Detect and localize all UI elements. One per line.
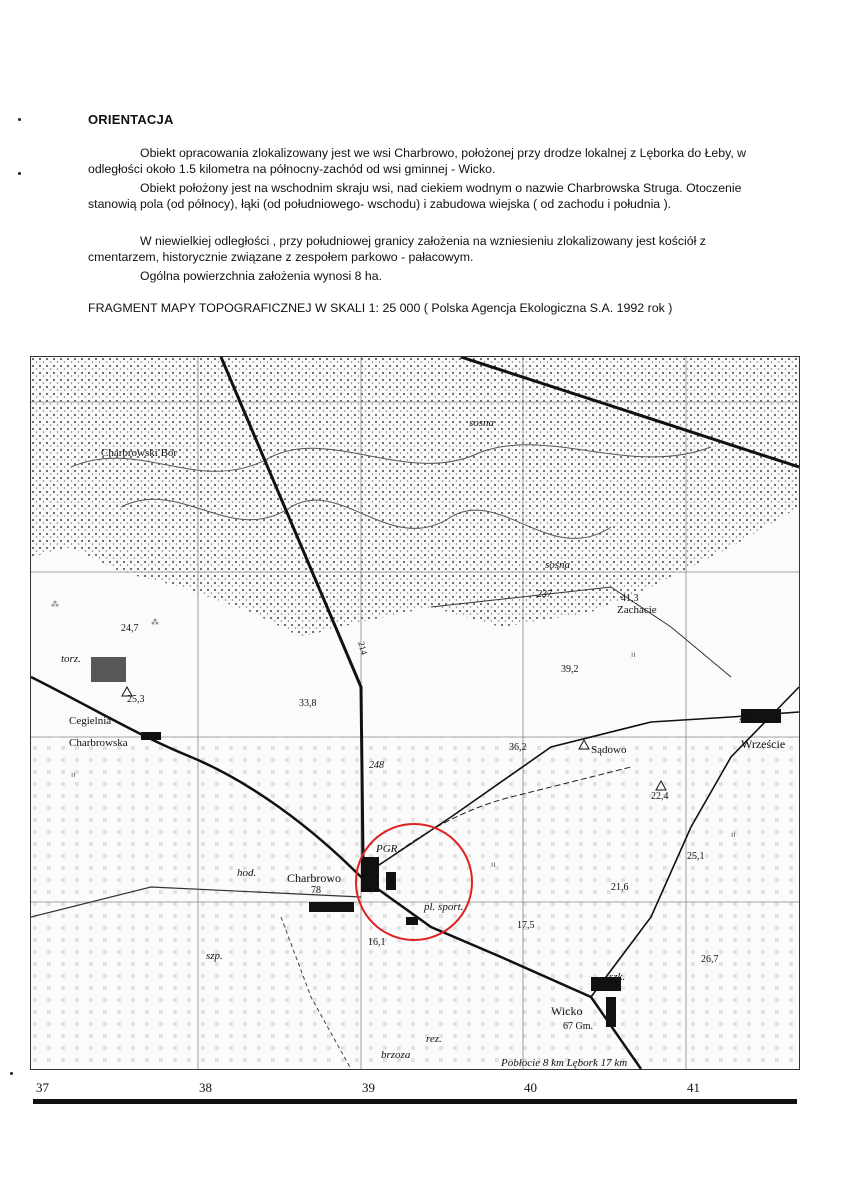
paragraph-area: Ogólna powierzchnia założenia wynosi 8 ha. <box>140 269 382 283</box>
scan-artifact <box>18 118 21 121</box>
elevation-label: 17,5 <box>517 920 535 931</box>
elevation-label: 25,1 <box>687 851 705 862</box>
elevation-label: 67 Gm. <box>563 1021 593 1032</box>
svg-text:⁂: ⁂ <box>51 600 59 609</box>
svg-text:ıı: ıı <box>71 770 76 779</box>
svg-text:ıı: ıı <box>491 860 496 869</box>
elevation-label: 33,8 <box>299 698 317 709</box>
elevation-label: 39,2 <box>561 664 579 675</box>
map-label-charbrowski-bor: Charbrowski Bór <box>101 447 178 459</box>
bottom-rule <box>33 1099 797 1104</box>
map-label-pl-sport: pl. sport. <box>424 901 464 913</box>
grid-tick-39: 39 <box>362 1080 375 1095</box>
scan-artifact <box>10 1072 13 1075</box>
map-label-cegielnia: Cegielnia <box>69 715 112 727</box>
elevation-label: 26,7 <box>701 954 719 965</box>
paragraph-surroundings: Obiekt położony jest na wschodnim skraju wsi, nad ciekiem wodnym o nazwie Charbrowska Struga. Otoczenie stanowią pola (od północy), łąki (od południowego- wschodu) i zabudowa wiejska ( od zachodu i południa ). <box>88 181 742 211</box>
elevation-label: 21,6 <box>611 882 629 893</box>
map-label-charbrowo: Charbrowo <box>287 871 341 885</box>
grid-tick-40: 40 <box>524 1080 537 1095</box>
elevation-label: 41,3 <box>621 593 639 604</box>
map-label-rez: rez. <box>426 1033 442 1045</box>
map-drawing <box>31 357 799 1069</box>
topographic-map <box>30 356 800 1070</box>
map-label-zachacie: Zachacie <box>617 604 657 616</box>
distance-note: Pobłocie 8 km Lębork 17 km <box>501 1057 628 1069</box>
map-caption: FRAGMENT MAPY TOPOGRAFICZNEJ W SKALI 1: 25 000 ( Polska Agencja Ekologiczna S.A. 1992 rok ) <box>88 301 673 315</box>
elevation-label: 24,7 <box>121 623 139 634</box>
elevation-label: 16,1 <box>368 937 386 948</box>
map-label-szp: szp. <box>206 950 223 962</box>
svg-text:ıı: ıı <box>631 650 636 659</box>
elevation-label: 237 <box>537 589 552 600</box>
grid-tick-37: 37 <box>36 1080 49 1095</box>
elevation-label: 78 <box>311 885 321 896</box>
elevation-label: 22,4 <box>651 791 669 802</box>
map-label-sadowo: Sądowo <box>591 744 627 756</box>
svg-text:ıı: ıı <box>731 830 736 839</box>
elevation-label: 25,3 <box>127 694 145 705</box>
map-label-charbrowska: Charbrowska <box>69 737 128 749</box>
scan-artifact <box>18 172 21 175</box>
elevation-label: 248 <box>369 760 384 771</box>
map-label-torz: torz. <box>61 653 81 665</box>
elevation-label: 36,2 <box>509 742 527 753</box>
map-label-szk-2: szk. <box>609 971 626 983</box>
grid-tick-41: 41 <box>687 1080 700 1095</box>
map-label-hod: hod. <box>237 867 257 879</box>
section-heading: ORIENTACJA <box>88 112 174 127</box>
grid-tick-38: 38 <box>199 1080 212 1095</box>
paragraph-church: W niewielkiej odległości , przy południowej granicy założenia na wzniesieniu zlokalizowany jest kościół z cmentarzem, historycznie związane z zespołem parkowo - pałacowym. <box>88 234 706 264</box>
svg-text:⁂: ⁂ <box>151 618 159 627</box>
map-label-sosna-2: sosna <box>545 559 571 571</box>
map-label-sosna-1: sosna <box>469 417 495 429</box>
map-label-szk-1: szk. <box>739 714 756 726</box>
map-label-pgr: PGR <box>376 843 398 855</box>
paragraph-location: Obiekt opracowania zlokalizowany jest we wsi Charbrowo, położonej przy drodze lokalnej z Lęborka do Łeby, w odległości około 1.5 kilometra na północny-zachód od wsi gminnej - Wicko. <box>88 146 747 176</box>
map-label-road-214: 214 <box>356 640 370 656</box>
map-label-brzoza: brzoza <box>381 1049 411 1061</box>
map-label-wrzescie: Wrzeście <box>741 737 786 751</box>
map-label-wicko: Wicko <box>551 1004 583 1018</box>
